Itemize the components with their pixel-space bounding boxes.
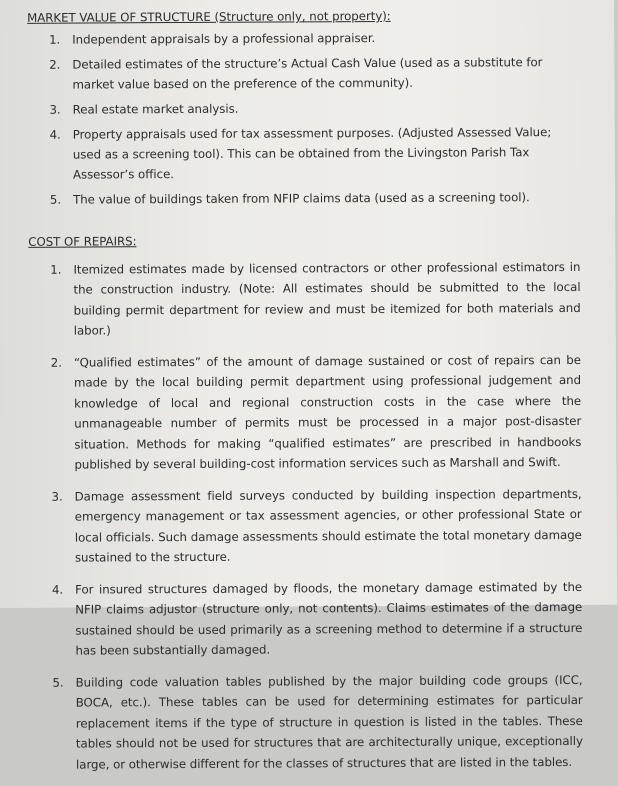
list-item bbox=[28, 97, 580, 120]
list-item bbox=[31, 669, 584, 774]
item-text: “Qualified estimates” of the amount of damage sustained or cost of repairs can be made by the local building permit department using professional judgement and knowledge of local and regional construction costs in the case where the unmanageable number of permits must be processed in a major post-disaster situation. Methods for making “qualified estimates” are prescribed in handbooks published by several building-cost information services such as Marshall and Swift. bbox=[73, 352, 582, 472]
item-text: Damage assessment field surveys conducted by building inspection departments, emergency management or tax assessment agencies, or other professional State or local officials. Such damage assessments should estimate the total monetary damage sustained to the structure. bbox=[74, 486, 582, 565]
list-item bbox=[30, 576, 582, 661]
item-number: 1. bbox=[50, 262, 62, 277]
list-item bbox=[30, 483, 582, 568]
item-number: 5. bbox=[52, 675, 64, 690]
market-value-list bbox=[27, 27, 580, 210]
item-text: For insured structures damaged by floods, the monetary damage estimated by the NFIP claims adjustor (structure only, not contents). Claims estimates of the damage sustained should be used primarily as a screening method to determine if a structure has been substantially damaged. bbox=[75, 579, 583, 658]
item-number: 3. bbox=[51, 489, 63, 504]
item-text: The value of buildings taken from NFIP claims data (used as a screening tool). bbox=[73, 190, 530, 207]
item-text: Itemized estimates made by licensed contractors or other professional estimators in the construction industry. (Note: All estimates should be submitted to the local building permit department for review and must be itemized for both materials and labor.) bbox=[73, 259, 581, 338]
item-text: Independent appraisals by a professional appraiser. bbox=[72, 31, 376, 47]
item-text: Real estate market analysis. bbox=[72, 101, 239, 117]
item-number: 3. bbox=[49, 102, 61, 117]
cost-of-repairs-section bbox=[28, 229, 583, 775]
item-number: 5. bbox=[49, 192, 62, 207]
item-text: Property appraisals used for tax assessment purposes. (Adjusted Assessed Value; used as a screening tool). This can be obtained from the Livingston Parish Tax Assessor’s office. bbox=[72, 125, 552, 182]
list-item bbox=[27, 27, 579, 50]
list-item bbox=[29, 349, 582, 475]
cost-of-repairs-list bbox=[28, 256, 583, 774]
list-item bbox=[27, 52, 579, 95]
item-text: Building code valuation tables published by the major building code groups (ICC, BOCA, etc.). These tables can be used for determining estimates for particular replacement items if the type of structure in question is listed in the tables. These tables should not be used for structures that are architecturally unique, exceptionally large, or otherwise different for the classes of structures that are listed in the tables. bbox=[75, 672, 583, 772]
list-item bbox=[28, 256, 580, 341]
market-value-heading: MARKET VALUE OF STRUCTURE (Structure only, not property): bbox=[27, 8, 391, 25]
item-text: Detailed estimates of the structure’s Actual Cash Value (used as a substitute for market value based on the preference of the community). bbox=[72, 55, 543, 92]
document-content bbox=[27, 5, 583, 786]
list-item bbox=[28, 187, 580, 210]
item-number: 4. bbox=[51, 582, 64, 597]
cost-of-repairs-heading: COST OF REPAIRS: bbox=[28, 234, 137, 249]
list-item bbox=[28, 122, 580, 185]
item-number: 4. bbox=[49, 127, 61, 142]
item-number: 2. bbox=[49, 57, 61, 72]
item-number: 2. bbox=[50, 355, 62, 370]
market-value-section bbox=[27, 5, 580, 210]
item-number: 1. bbox=[49, 32, 61, 47]
